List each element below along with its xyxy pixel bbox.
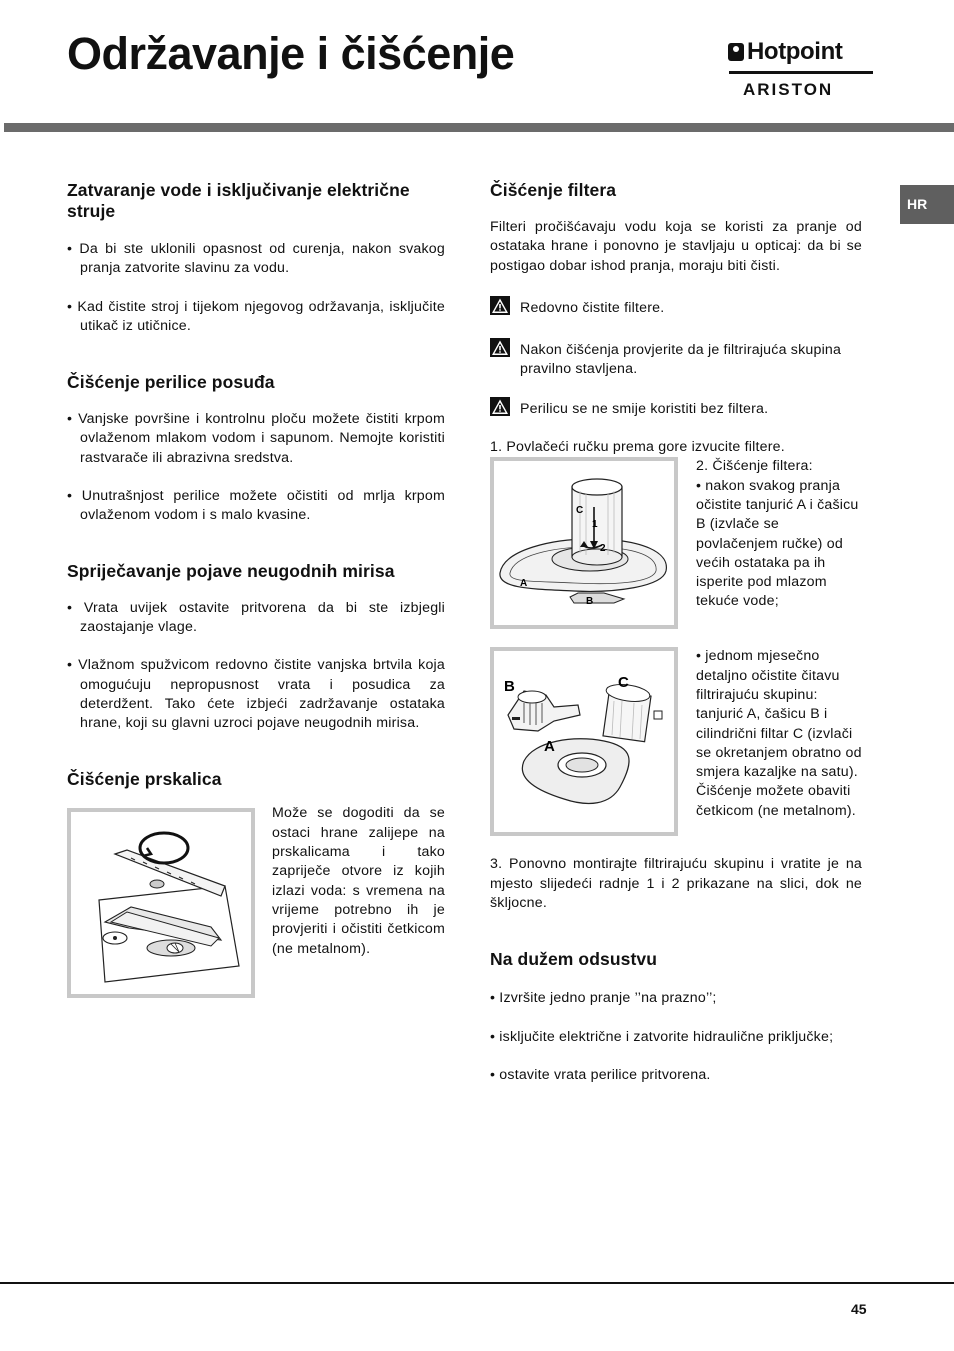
footer-divider (0, 1282, 954, 1284)
filter-label-b: B (586, 596, 594, 608)
language-tab: HR (900, 185, 954, 224)
warning-text-2: Nakon čišćenja provjerite da je filtrirajuća skupina pravilno stavljena. (520, 342, 842, 378)
bullet-disconnect: • isključite električne i zatvorite hidraulične priključke; (490, 1028, 834, 1045)
section-heading-spray-arms: Čišćenje prskalica (67, 769, 222, 790)
bullet-seals: • Vlažnom spužvicom redovno čistite vanjska brtvila koja omogućuju nepropusnost vrata i posudica za deterdžent. Tako ćete izbjeći zadržavanje ostataka hrane, koji su glavni uzroci pojave neugodnih mirisa. (67, 657, 445, 732)
filter-label-step1: 1 (592, 519, 598, 531)
section-heading-cleaning-dishwasher: Čišćenje perilice posuđa (67, 372, 275, 393)
parts-label-c: C (618, 674, 630, 692)
bullet-door-ajar: • Vrata uvijek ostavite pritvorena da bi ste izbjegli zaostajanje vlage. (67, 599, 445, 635)
brand-secondary: ARISTON (743, 80, 834, 99)
spray-arm-text: Može se dogoditi da se ostaci hrane zalijepe na prskalicama i tako zapriječe otvore iz kojih izlazi voda: s vremena na vrijeme potrebno ih je provjeriti i očistiti četkicom (ne metalnom). (272, 805, 445, 957)
section-heading-odours: Spriječavanje pojave neugodnih mirisa (67, 560, 395, 581)
page-number: 45 (851, 1301, 867, 1317)
page-title: Održavanje i čišćenje (67, 28, 515, 79)
bullet-exterior-cleaning: • Vanjske površine i kontrolnu ploču možete čistiti krpom ovlaženom mlakom vodom i sapunom. Nemojte koristiti rastvarače ili abrazivna sredstva. (67, 411, 445, 466)
step-1: 1. Povlačeći ručku prema gore izvucite filtere. (490, 439, 785, 456)
warning-icon (490, 338, 510, 357)
filter-label-step2: 2 (600, 543, 606, 555)
bullet-interior-cleaning: • Unutrašnjost perilice možete očistiti od mrlja krpom ovlaženom vodom i s malo kvasine. (67, 488, 445, 524)
step-3: 3. Ponovno montirajte filtrirajuću skupinu i vratite je na mjesto slijedeći radnje 1 i 2 prikazane na slici, dok ne škljocne. (490, 856, 862, 911)
filter-label-c: C (576, 505, 584, 517)
filter-label-a: A (520, 578, 528, 590)
filters-intro: Filteri pročišćavaju vodu koja se koristi za pranje od ostataka hrane i ponovno je stavljaju u opticaj: da bi se postigao dobar ishod pranja, moraju biti čisti. (490, 219, 862, 274)
hotpoint-logo-mark-icon (728, 43, 744, 61)
left-column (67, 180, 445, 998)
parts-label-b: B (504, 678, 516, 696)
warning-no-filter (490, 400, 862, 419)
step-2-text: • nakon svakog pranja očistite tanjurić A i čašicu B (izvlače se povlačenjem ručke) od većih ostataka pa ih isperite pod mlazom tekuće vode; (696, 477, 859, 610)
hotpoint-ariston-logo (727, 40, 875, 102)
bullet-unplug: • Kad čistite stroj i tijekom njegovog održavanja, isključite utikač iz utičnice. (67, 298, 445, 334)
right-column (490, 180, 862, 1085)
logo-divider (729, 71, 873, 74)
bullet-door-open: • ostavite vrata perilice pritvorena. (490, 1066, 711, 1083)
bullet-close-tap: • Da bi ste uklonili opasnost od curenja, nakon svakog pranja zatvorite slavinu za vodu. (67, 241, 445, 277)
warning-text-3: Perilicu se ne smije koristiti bez filtera. (520, 400, 769, 417)
section-heading-filters: Čišćenje filtera (490, 180, 617, 200)
warning-icon (490, 296, 510, 315)
step-2-monthly: • jednom mjesečno detaljno očistite čitavu filtrirajuću skupinu: tanjurić A, čašicu B i cilindrični filtar C (izvlači se okretanjem obratno od smjera kazaljke na satu). Čišćenje možete obaviti četkicom (ne metalnom). (696, 648, 862, 819)
parts-label-a: A (544, 738, 556, 756)
section-heading-long-absence: Na dužem odsustvu (490, 949, 658, 970)
step-2-title: 2. Čišćenje filtera: (696, 458, 813, 475)
filter-assembly-illustration (490, 457, 678, 629)
warning-icon (490, 397, 510, 416)
warning-clean-filters (490, 299, 862, 318)
bullet-empty-wash: • Izvršite jedno pranje ’’na prazno’’; (490, 990, 717, 1007)
warning-text-1: Redovno čistite filtere. (520, 299, 665, 316)
warning-check-position (490, 341, 862, 380)
filter-parts-illustration (490, 647, 678, 836)
section-heading-water-power: Zatvaranje vode i isključivanje električne struje (67, 180, 410, 221)
spray-arm-illustration (67, 808, 255, 998)
header-divider-bar (4, 123, 954, 132)
brand-primary: Hotpoint (747, 38, 843, 65)
